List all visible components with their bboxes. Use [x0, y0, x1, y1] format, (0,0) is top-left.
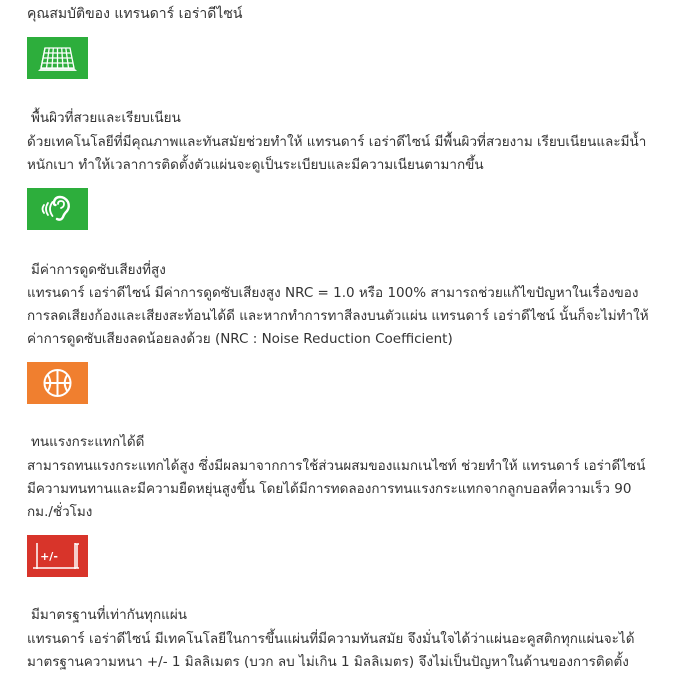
ear-sound-icon	[27, 188, 88, 230]
tolerance-label: +/-	[40, 550, 58, 563]
basketball-icon	[27, 362, 88, 404]
feature-description: แทรนดาร์ เอร่าดีไซน์ มีเทคโนโลยีในการขึ้นแผ่นที่มีความทันสมัย จึงมั่นใจได้ว่าแผ่นอะคูสติกทุกแผ่นจะได้มาตรฐานความหนา +/- 1 มิลลิเมตร (บวก ลบ ไม่เกิน 1 มิลลิเมตร) จึงไม่เป็นปัญหาในด้านของการติดตั้ง	[27, 631, 635, 670]
ceiling-grid-icon	[27, 37, 88, 79]
feature-description: สามารถทนแรงกระแทกได้สูง ซึ่งมีผลมาจากการใช้ส่วนผสมของแมกเนไซท์ ช่วยทำให้ แทรนดาร์ เอร่าดีไซน์ มีความทนทานและมีความยืดหยุ่นสูงขึ้น โดยได้มีการทดลองการทนแรงกระแทกจากลูกบอลที่ความเร็ว 90 กม./ชั่วโมง	[27, 458, 646, 520]
feature-title: ทนแรงกระแทกได้ดี	[31, 434, 145, 450]
feature-description: แทรนดาร์ เอร่าดีไซน์ มีค่าการดูดซับเสียงสูง NRC = 1.0 หรือ 100% สามารถช่วยแก้ไขปัญหาในเรื่องของการลดเสียงก้องและเสียงสะท้อนได้ดี และหากทำการทาสีลงบนตัวแผ่น แทรนดาร์ เอร่าดีไซน์ นั้นก็จะไม่ทำให้ค่าการดูดซับเสียงลดน้อยลงด้วย (NRC : Noise Reduction Coefficient)	[27, 285, 649, 347]
feature-title: พื้นผิวที่สวยและเรียบเนียน	[31, 110, 181, 126]
feature-title: มีค่าการดูดซับเสียงที่สูง	[31, 262, 166, 278]
page-heading: คุณสมบัติของ แทรนดาร์ เอร่าดีไซน์	[27, 6, 243, 22]
feature-description: ด้วยเทคโนโลยีที่มีคุณภาพและทันสมัยช่วยทำให้ แทรนดาร์ เอร่าดีไซน์ มีพื้นผิวที่สวยงาม เรียบเนียนและมีน้ำหนักเบา ทำให้เวลาการติดตั้งตัวแผ่นจะดูเป็นระเบียบและมีความเนียนตามากขึ้น	[27, 134, 647, 173]
tolerance-measure-icon	[27, 535, 88, 577]
feature-title: มีมาตรฐานที่เท่ากันทุกแผ่น	[31, 607, 187, 623]
